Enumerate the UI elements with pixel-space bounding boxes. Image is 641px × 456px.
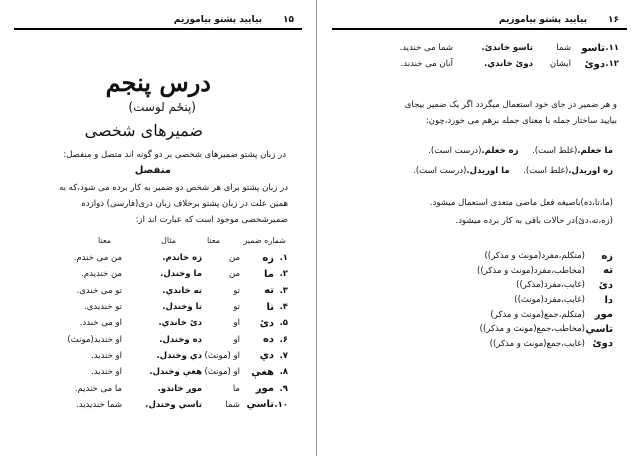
pronoun: هغې	[251, 366, 274, 378]
note-line: (زه،ته،دئ)در حالات باقی به کار برده میشود.	[455, 216, 613, 226]
pronoun: ما	[264, 268, 274, 280]
row-number: ۱۱.	[605, 43, 619, 54]
section-heading: منفصل	[134, 165, 171, 176]
table-row	[26, 250, 288, 266]
pronoun-translation: او (مونث)	[204, 350, 240, 361]
example-sentence: تا وخندل.	[162, 302, 202, 313]
row-number: ۵.	[279, 318, 288, 329]
column-header-example: مثال	[161, 236, 176, 245]
example-meaning: ما می خندیم.	[74, 383, 122, 394]
row-number: ۶.	[279, 334, 288, 345]
table-row	[26, 348, 288, 364]
pronoun: تاسو	[581, 42, 605, 54]
example-meaning: من می خندم.	[73, 253, 122, 264]
column-header-number-pronoun: شماره ضمیر	[243, 236, 286, 245]
note-line: (ما،تا،ده)باصیغه فعل ماضی متعدی استعمال میشود.	[429, 198, 613, 208]
example-meaning: تو خندیدی.	[84, 302, 122, 313]
pronoun: دوئ	[592, 338, 613, 350]
pronoun-description: (مخاطب،مفرد(مونث و مذکر))	[477, 265, 585, 276]
example-right: ما اوریدل.	[466, 166, 510, 176]
pronoun-table	[26, 250, 288, 413]
pronoun: تاسي	[585, 323, 613, 335]
pronoun-description: (غایب،مفرد(مذکر))	[516, 280, 585, 291]
row-number: ۷.	[279, 350, 288, 361]
pronoun: تا	[266, 301, 274, 313]
list-item	[413, 293, 613, 308]
row-number: ۸.	[279, 367, 288, 378]
pronoun-translation: او (مونث)	[204, 367, 240, 378]
pronoun-translation: او	[233, 318, 240, 329]
pronoun: تاسي	[246, 399, 274, 411]
example-meaning: من خندیدم.	[81, 269, 122, 280]
row-number: ۳.	[279, 285, 288, 296]
list-item	[413, 249, 613, 264]
pronoun-translation: شما	[225, 399, 240, 410]
example-sentence: ده وخندل.	[159, 334, 202, 345]
example-sentence: موږ خاندو.	[157, 383, 202, 394]
header-title: بیایید پشتو بیاموزیم	[498, 15, 587, 25]
column-header-meaning: معنا	[207, 236, 220, 245]
pronoun: دا	[604, 294, 613, 306]
table-row	[26, 266, 288, 282]
left-page	[0, 0, 317, 456]
row-number: ۹.	[279, 383, 288, 394]
example-sentence: دئ خاندي.	[158, 318, 202, 329]
example-sentence: تاسي وخندل.	[145, 399, 202, 410]
pronoun-description: (مخاطب،جمع(مونث و مذکر))	[479, 324, 585, 335]
example-line	[428, 146, 613, 156]
pronoun-category-list	[413, 249, 613, 351]
table-row	[26, 380, 288, 396]
pronoun-description: (غایب،جمع(مونث و مذکر))	[489, 338, 585, 349]
intro-line: در زبان پشتو ضمیرهای شخصی بر دو گونه اند متصل و منفصل:	[63, 150, 286, 160]
column-header-example-meaning: معنا	[98, 236, 111, 245]
pronoun: زه	[262, 252, 274, 264]
header-title: بیایید پشتو بیاموزیم	[173, 15, 262, 25]
row-number: ۱۲.	[605, 59, 619, 70]
example-right-note: (درست است).	[413, 166, 467, 176]
pronoun: ته	[264, 285, 274, 297]
example-sentence: ما وخندل.	[160, 269, 202, 280]
list-item	[413, 278, 613, 293]
list-item	[413, 307, 613, 322]
table-row	[26, 283, 288, 299]
paragraph-line: ضمیرشخصی موجود است که عبارت اند از:	[135, 215, 288, 225]
table-row	[26, 364, 288, 380]
page-header	[332, 14, 627, 30]
pronoun-translation: من	[228, 253, 240, 264]
example-meaning: او خندید(مونث)	[67, 334, 122, 345]
list-item	[413, 322, 613, 337]
pronoun: ده	[262, 334, 274, 346]
row-number: ۲.	[279, 269, 288, 280]
pronoun-translation: تو	[233, 302, 240, 313]
example-sentence: زه خاندم.	[162, 253, 202, 264]
paragraph-line: بیایید ساختار جمله یا معنای جمله برهم می خورد،چون:	[425, 116, 617, 126]
row-number: ۱۰.	[274, 399, 288, 410]
pronoun-translation: من	[228, 269, 240, 280]
table-row	[357, 56, 619, 72]
example-meaning: آنان می خندند.	[400, 59, 453, 70]
page-number: ۱۶	[608, 15, 619, 25]
example-wrong: زه اوریدل.	[568, 166, 613, 176]
pronoun-description: (متکلم،مفرد(مونث و مذکر))	[484, 251, 585, 262]
example-meaning: او خندید.	[91, 367, 122, 378]
lesson-topic: ضمیرهای شخصی	[84, 121, 203, 140]
pronoun: دي	[259, 350, 274, 362]
example-meaning: او خندید.	[91, 350, 122, 361]
list-item	[413, 264, 613, 279]
example-wrong-note: (غلط است).	[523, 166, 569, 176]
pronoun-translation: او	[233, 334, 240, 345]
example-sentence: ته خاندې.	[162, 285, 202, 296]
table-row	[26, 331, 288, 347]
pronoun-table-continued	[357, 40, 619, 73]
example-sentence: تاسو خاندئ.	[481, 43, 533, 54]
pronoun-translation: شما	[556, 43, 571, 54]
pronoun: ته	[603, 265, 613, 277]
example-meaning: تو می خندی.	[76, 285, 122, 296]
example-meaning: شما خندیدید.	[76, 399, 122, 410]
lesson-subtitle: (پنځم لوست)	[128, 100, 196, 114]
example-wrong-note: (غلط است).	[532, 146, 578, 156]
example-right: زه خغلم.	[481, 146, 519, 156]
pronoun-translation: تو	[233, 285, 240, 296]
list-item	[413, 337, 613, 352]
table-row	[26, 397, 288, 413]
example-line	[413, 166, 613, 176]
pronoun-translation: ایشان	[549, 59, 571, 70]
lesson-title: درس پنجم	[105, 68, 211, 97]
example-meaning: او می خندد.	[79, 318, 122, 329]
pronoun: زه	[601, 250, 613, 262]
table-row	[357, 40, 619, 56]
pronoun: موږ	[255, 383, 274, 395]
example-sentence: هغې وخندل.	[149, 367, 202, 378]
pronoun: دوئ	[584, 58, 605, 70]
right-page	[318, 0, 641, 456]
example-meaning: شما می خندید.	[399, 43, 453, 54]
pronoun: دئ	[259, 317, 274, 329]
page-number: ۱۵	[283, 15, 294, 25]
paragraph-line: و هر ضمیر در جای خود استعمال میگردد اگر یک ضمیر بیجای	[404, 100, 617, 110]
pronoun-translation: ما	[232, 383, 240, 394]
paragraph-line: همین علت در زبان پشتو برخلاف زبان دری(فارسی) دوازده	[81, 199, 288, 209]
page-header	[14, 14, 302, 30]
table-row	[26, 315, 288, 331]
example-wrong: ما خغلم.	[577, 146, 613, 156]
table-row	[26, 299, 288, 315]
pronoun: دئ	[598, 279, 613, 291]
row-number: ۴.	[279, 302, 288, 313]
pronoun-description: (غایب،مفرد(مونث))	[514, 295, 585, 306]
example-right-note: (درست است).	[428, 146, 482, 156]
row-number: ۱.	[279, 253, 288, 264]
pronoun-description: (متکلم،جمع(مونث و مذکر)	[490, 309, 585, 320]
paragraph-line: در زبان پشتو برای هر شخص دو ضمیر به کار برده می شود،که به	[59, 183, 288, 193]
example-sentence: دي وخندل.	[156, 350, 202, 361]
pronoun: موږ	[594, 309, 613, 321]
example-sentence: دوئ خاندي.	[484, 59, 533, 70]
